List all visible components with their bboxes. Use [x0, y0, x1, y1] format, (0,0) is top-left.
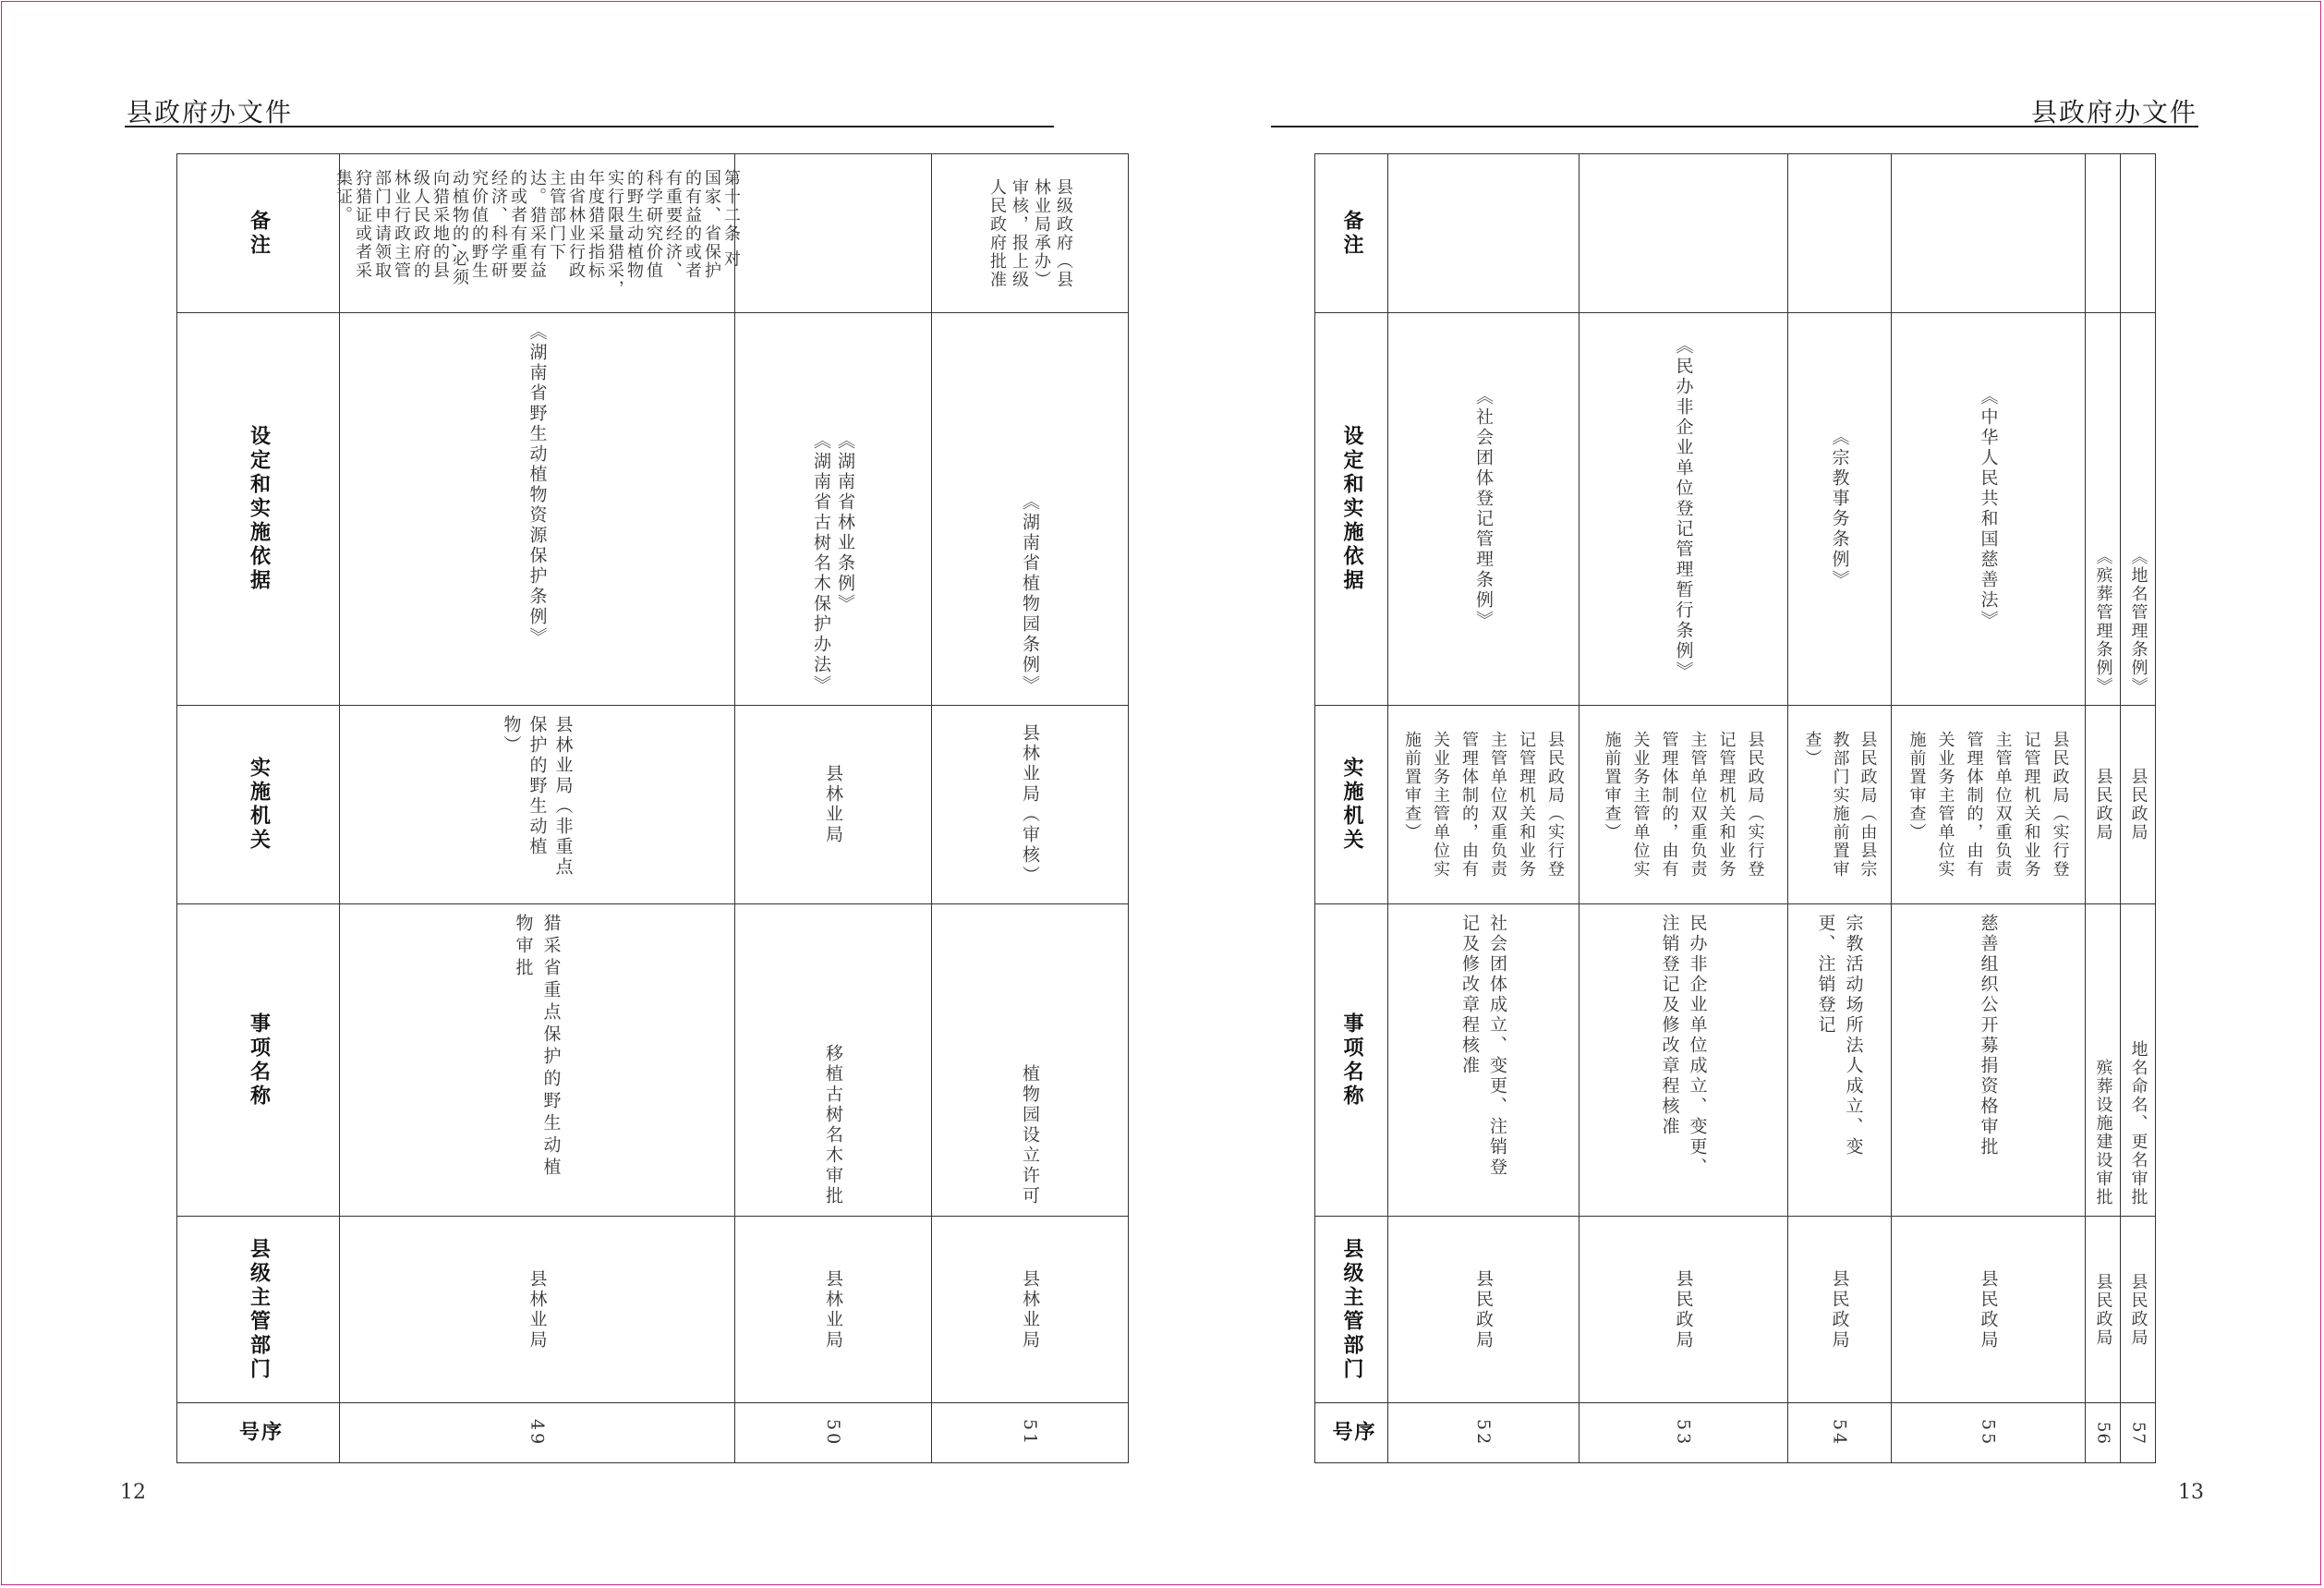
item-text: 移植古树名木审批 [823, 1044, 843, 1206]
remark-cell [1892, 154, 2086, 313]
remark-header-cell [177, 154, 340, 313]
agency-text: 县民政局 [2093, 768, 2113, 842]
dept-cell [1892, 1217, 2086, 1403]
basis-text: 《中华人民共和国慈善法》 [1978, 387, 1999, 631]
basis-cell [932, 313, 1129, 706]
remark-cell [932, 154, 1129, 313]
dept-text: 县林业局 [1020, 1268, 1040, 1351]
agency-text: 县林业局（非重点 保护的野生动植 物） [501, 715, 574, 878]
dept-header-cell [177, 1217, 340, 1403]
seq-text: 50 [823, 1418, 843, 1448]
table-row [1315, 154, 2156, 313]
basis-cell [1580, 313, 1788, 706]
remark-cell [735, 154, 932, 313]
item-text: 殡葬设施建设审批 [2093, 1059, 2113, 1206]
agency-header-cell [1315, 706, 1388, 904]
basis-cell [1388, 313, 1580, 706]
basis-cell [1892, 313, 2086, 706]
seq-cell [1788, 1403, 1892, 1463]
basis-cell [2086, 313, 2121, 706]
basis-header-cell [1315, 313, 1388, 706]
basis-cell [340, 313, 735, 706]
left-page-header: 县政府办文件 [127, 97, 294, 127]
seq-text: 51 [1020, 1418, 1040, 1448]
agency-text: 县民政局（实行登 记管理机关和业务 主管单位双重负责 管理体制的，由有 关业务主管单位实 施前置审查） [1602, 731, 1765, 879]
remark-text: 第十二条 对 国家、省保护 的有益的或者 有重要经济、 科学研究价值 的野生动植物 实行限量猎采， 年度猎采指标 由省林业行政 主管部门下 达。猎采有益 的或者有重要 经济、科学研 究价值的野生 动植物的,必须 向猎采地的县 级人民政府的 林业行政主管 部门申请领取 狩猎证或者采 集证。 [333, 168, 741, 298]
item-cell [1892, 904, 2086, 1217]
dept-text: 县民政局 [1829, 1268, 1850, 1351]
agency-text: 县民政局（实行登 记管理机关和业务 主管单位双重负责 管理体制的，由有 关业务主管单位实 施前置审查） [1906, 731, 2070, 879]
seq-header-cell [1315, 1403, 1388, 1463]
item-cell [2086, 904, 2121, 1217]
dept-text: 县民政局 [1673, 1268, 1694, 1351]
seq-header: 序 号 [1329, 1421, 1374, 1445]
item-text: 植物园设立许可 [1020, 1064, 1040, 1206]
remark-cell [2121, 154, 2156, 313]
table-row [1315, 1217, 2156, 1403]
agency-cell [735, 706, 932, 904]
dept-text: 县民政局 [1473, 1268, 1494, 1351]
seq-text: 53 [1673, 1418, 1694, 1448]
seq-cell [2086, 1403, 2121, 1463]
dept-cell [1580, 1217, 1788, 1403]
item-text: 社会团体成立、变更、注销登 记及修改章程核准 [1459, 914, 1507, 1178]
left-header-rule [125, 126, 1054, 127]
seq-text: 49 [527, 1418, 548, 1448]
remark-cell [2086, 154, 2121, 313]
remark-cell [1788, 154, 1892, 313]
agency-cell [932, 706, 1129, 904]
item-text: 民办非企业单位成立、变更、 注销登记及修改章程核准 [1659, 914, 1708, 1178]
basis-text: 《殡葬管理条例》 [2093, 548, 2113, 696]
remark-text: 县级政府（县 林业局承办） 审核，报上级 人民政府批准 [987, 177, 1073, 289]
right-page-header: 县政府办文件 [2030, 97, 2197, 127]
seq-cell [340, 1403, 735, 1463]
basis-text: 《湖南省林业条例》 《湖南省古树名木保护办法》 [811, 431, 855, 696]
item-cell [1788, 904, 1892, 1217]
remark-header: 备注 [247, 209, 271, 258]
dept-cell [932, 1217, 1129, 1403]
agency-header: 实施机关 [1340, 757, 1363, 853]
seq-header: 序 号 [236, 1421, 282, 1445]
basis-header: 设定和实施依据 [247, 425, 271, 593]
basis-text: 《湖南省植物园条例》 [1020, 492, 1040, 696]
seq-cell [932, 1403, 1129, 1463]
item-header: 事项名称 [247, 1012, 271, 1109]
agency-header: 实施机关 [247, 757, 271, 853]
right-page [1162, 0, 2324, 1588]
agency-text: 县林业局（审核） [1020, 723, 1040, 886]
dept-text: 县林业局 [527, 1268, 548, 1351]
agency-text: 县民政局 [2128, 768, 2148, 842]
seq-cell [1388, 1403, 1580, 1463]
dept-cell [340, 1217, 735, 1403]
table-row [1315, 904, 2156, 1217]
table-row [1315, 1403, 2156, 1463]
seq-text: 55 [1978, 1418, 1999, 1448]
table-row [1315, 706, 2156, 904]
remark-cell [333, 154, 741, 313]
dept-text: 县林业局 [823, 1268, 843, 1351]
agency-cell [1580, 706, 1788, 904]
item-text: 慈善组织公开募捐资格审批 [1978, 914, 1999, 1158]
agency-text: 县民政局（实行登 记管理机关和业务 主管单位双重负责 管理体制的，由有 关业务主管单位实 施前置审查） [1402, 731, 1565, 879]
item-cell [932, 904, 1129, 1217]
agency-text: 县民政局（由县宗 教部门实施前置审 查） [1802, 731, 1878, 879]
seq-cell [1580, 1403, 1788, 1463]
dept-text: 县民政局 [1978, 1268, 1999, 1351]
dept-cell [1788, 1217, 1892, 1403]
dept-cell [2086, 1217, 2121, 1403]
remark-cell [1388, 154, 1580, 313]
basis-text: 《宗教事务条例》 [1829, 428, 1850, 590]
dept-cell [2121, 1217, 2156, 1403]
seq-text: 56 [2093, 1421, 2113, 1445]
seq-cell [735, 1403, 932, 1463]
table-row [1315, 313, 2156, 706]
basis-text: 《社会团体登记管理条例》 [1473, 387, 1494, 631]
agency-cell [1892, 706, 2086, 904]
item-header-cell [1315, 904, 1388, 1217]
agency-cell [1388, 706, 1580, 904]
agency-cell [340, 706, 735, 904]
remark-header-cell [1315, 154, 1388, 313]
dept-cell [735, 1217, 932, 1403]
dept-header: 县级主管部门 [1340, 1237, 1363, 1382]
left-page-number: 12 [120, 1481, 146, 1504]
agency-header-cell [177, 706, 340, 904]
dept-header: 县级主管部门 [247, 1237, 271, 1382]
seq-header-cell [177, 1403, 340, 1463]
basis-header: 设定和实施依据 [1340, 425, 1363, 593]
seq-text: 54 [1829, 1418, 1850, 1448]
agency-cell [1788, 706, 1892, 904]
item-header: 事项名称 [1340, 1012, 1363, 1109]
agency-cell [2086, 706, 2121, 904]
dept-text: 县民政局 [2093, 1272, 2113, 1347]
item-cell [1580, 904, 1788, 1217]
item-cell [340, 904, 735, 1217]
agency-cell [2121, 706, 2156, 904]
dept-text: 县民政局 [2128, 1272, 2148, 1347]
seq-cell [1892, 1403, 2086, 1463]
right-regulation-table [1314, 153, 2156, 1463]
dept-cell [1388, 1217, 1580, 1403]
seq-text: 52 [1473, 1418, 1494, 1448]
item-cell [1388, 904, 1580, 1217]
basis-header-cell [177, 313, 340, 706]
item-text: 地名命名、更名审批 [2128, 1040, 2148, 1206]
basis-text: 《民办非企业单位登记管理暂行条例》 [1673, 336, 1694, 682]
seq-cell [2121, 1403, 2156, 1463]
item-text: 猎采省重点保护的野生动植 物审批 [513, 914, 562, 1180]
basis-cell [735, 313, 932, 706]
basis-text: 《地名管理条例》 [2128, 548, 2148, 696]
item-header-cell [177, 904, 340, 1217]
right-page-number: 13 [2178, 1481, 2204, 1504]
dept-header-cell [1315, 1217, 1388, 1403]
basis-cell [2121, 313, 2156, 706]
basis-text: 《湖南省野生动植物资源保护条例》 [527, 322, 548, 648]
item-text: 宗教活动场所法人成立、变 更、注销登记 [1815, 914, 1864, 1158]
agency-text: 县林业局 [823, 764, 843, 845]
right-header-rule [1271, 126, 2198, 127]
item-cell [2121, 904, 2156, 1217]
remark-cell [1580, 154, 1788, 313]
remark-header: 备注 [1340, 209, 1363, 258]
item-cell [735, 904, 932, 1217]
basis-cell [1788, 313, 1892, 706]
seq-text: 57 [2128, 1421, 2148, 1445]
